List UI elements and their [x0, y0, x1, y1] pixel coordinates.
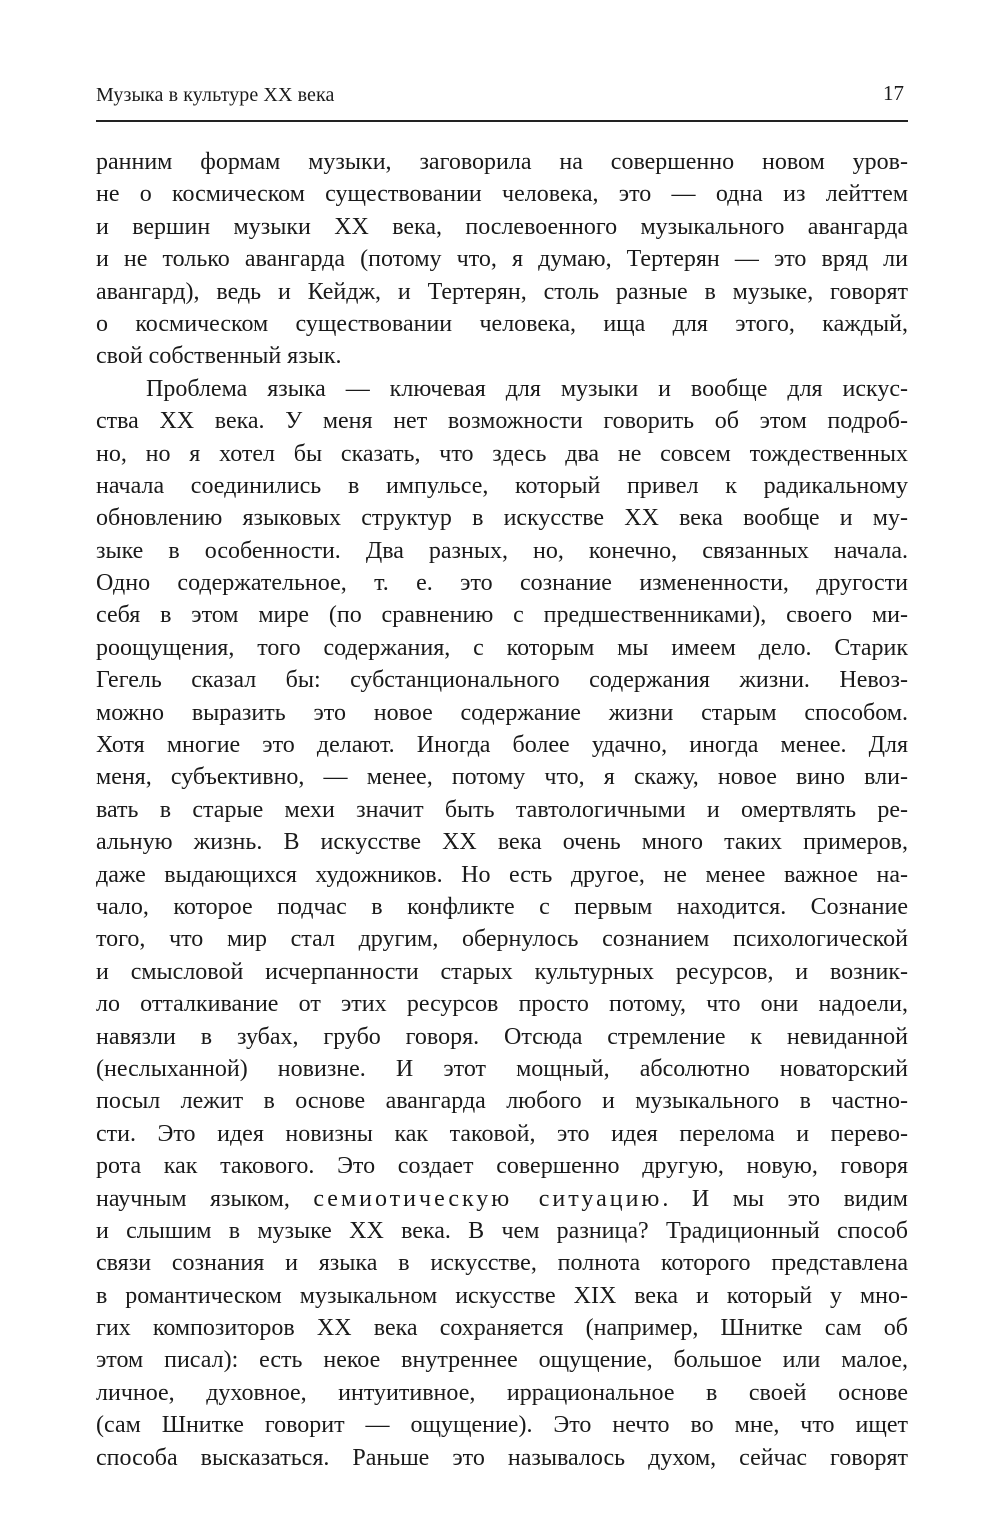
text-line: Проблема языка — ключевая для музыки и вообще для искус- — [146, 375, 908, 402]
text-line: авангард), ведь и Кейдж, и Тертерян, столь разные в музыке, говорят — [96, 278, 908, 305]
spaced-emphasis: семиотическую ситуацию — [313, 1185, 663, 1212]
text-line: способа высказаться. Раньше это называлось духом, сейчас говорят — [96, 1444, 908, 1471]
text-line: о космическом существовании человека, ища для этого, каждый, — [96, 310, 908, 337]
text-line: начала соединились в импульсе, который привел к радикальному — [96, 472, 908, 499]
text-line: но, но я хотел бы сказать, что здесь два не совсем тождественных — [96, 440, 908, 467]
text-line: (сам Шнитке говорит — ощущение). Это нечто во мне, что ищет — [96, 1412, 908, 1439]
text-line: и не только авангарда (потому что, я думаю, Тертерян — это вряд ли — [96, 246, 908, 273]
text-line: и вершин музыки XX века, послевоенного музыкального авангарда — [96, 213, 908, 240]
text-line-emphasis — [96, 1183, 908, 1215]
text-line: обновлению языковых структур в искусстве XX века вообще и му- — [96, 505, 908, 532]
text-line: не о космическом существовании человека, это — одна из лейттем — [96, 181, 908, 208]
text-line: Хотя многие это делают. Иногда более удачно, иногда менее. Для — [96, 732, 908, 759]
paragraph-1 — [96, 146, 908, 373]
text-line: Одно содержательное, т. е. это сознание измененности, другости — [96, 570, 908, 597]
text-line: сти. Это идея новизны как таковой, это идея перелома и перево- — [96, 1120, 908, 1147]
text-line: этом писал): есть некое внутреннее ощущение, большое или малое, — [96, 1347, 908, 1374]
text-line: того, что мир стал другим, обернулось сознанием психологической — [96, 926, 908, 953]
text-line: альную жизнь. В искусстве XX века очень много таких примеров, — [96, 829, 908, 856]
text-line: личное, духовное, интуитивное, иррациональное в своей основе — [96, 1379, 908, 1406]
text-line: посыл лежит в основе авангарда любого и музыкального в частно- — [96, 1088, 908, 1115]
text-line: (неслыханной) новизне. И этот мощный, абсолютно новаторский — [96, 1055, 908, 1082]
text-line: меня, субъективно, — менее, потому что, я скажу, новое вино вли- — [96, 764, 908, 791]
text-line: роощущения, того содержания, с которым мы имеем дело. Старик — [96, 634, 908, 661]
text-line: ло отталкивание от этих ресурсов просто потому, что они надоели, — [96, 991, 908, 1018]
page-number: 17 — [883, 81, 904, 105]
paragraph-2 — [96, 373, 908, 1474]
header-rule — [96, 120, 908, 122]
text-line: вать в старые мехи значит быть тавтологичными и омертвлять ре- — [96, 796, 908, 823]
text-line: гих композиторов XX века сохраняется (например, Шнитке сам об — [96, 1315, 908, 1342]
text-line: в романтическом музыкальном искусстве XIX века и который у мно- — [96, 1282, 908, 1309]
text-line: чало, которое подчас в конфликте с первым находится. Сознание — [96, 893, 908, 920]
text-line: ства XX века. У меня нет возможности говорить об этом подроб- — [96, 408, 908, 435]
text-line: можно выразить это новое содержание жизни старым способом. — [96, 699, 908, 726]
text-line: рота как такового. Это создает совершенно другую, новую, говоря — [96, 1153, 908, 1180]
running-title: Музыка в культуре XX века — [96, 84, 335, 106]
text-line: Гегель сказал бы: субстанционального содержания жизни. Невоз- — [96, 667, 908, 694]
text-line: себя в этом мире (по сравнению с предшественниками), своего ми- — [96, 602, 908, 629]
emphasis-after: . И мы это видим — [662, 1185, 908, 1212]
text-line: и смысловой исчерпанности старых культурных ресурсов, и возник- — [96, 958, 908, 985]
emphasis-before: научным языком, — [96, 1185, 314, 1212]
text-line: навязли в зубах, грубо говоря. Отсюда стремление к невиданной — [96, 1023, 908, 1050]
text-line: и слышим в музыке XX века. В чем разница? Традиционный способ — [96, 1217, 908, 1244]
text-line: ранним формам музыки, заговорила на совершенно новом уров- — [96, 149, 908, 175]
text-line: связи сознания и языка в искусстве, полнота которого представлена — [96, 1250, 908, 1277]
running-header — [96, 82, 908, 118]
text-line: зыке в особенности. Два разных, но, конечно, связанных начала. — [96, 537, 908, 564]
text-line: свой собственный язык. — [96, 343, 342, 370]
body-text — [96, 146, 908, 1474]
text-line: даже выдающихся художников. Но есть другое, не менее важное на- — [96, 861, 908, 888]
